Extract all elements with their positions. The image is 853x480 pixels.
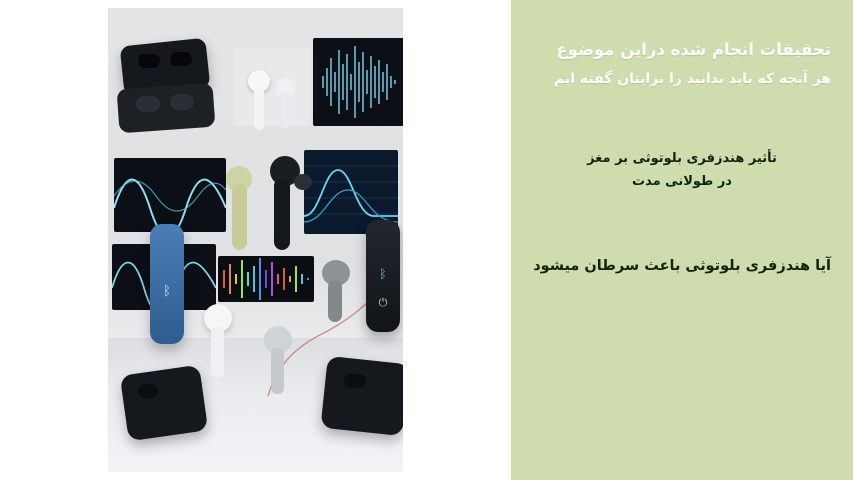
- topic-block: [533, 148, 831, 194]
- earbud-case-lid-slot-right: [170, 94, 194, 110]
- headline: تحقیقات انجام شده دراین موضوع: [556, 40, 831, 59]
- waveform-card-icon: [313, 38, 403, 126]
- earbud-case-slot-right: [170, 52, 192, 66]
- photo-card-light-top: [234, 48, 310, 126]
- text-panel: [511, 0, 853, 480]
- white-earbud-stem-1: [254, 86, 264, 130]
- earbud-case-bottom-left-slot: [138, 384, 158, 398]
- white-earbud-lower-stem: [211, 326, 224, 378]
- black-earbud-stem: [274, 178, 290, 250]
- blue-device-bluetooth-icon: ᛒ: [163, 284, 171, 299]
- topic-line-1: تأثیر هندزفری بلوتوثی بر مغز: [587, 150, 777, 166]
- olive-earbud-stem: [232, 184, 247, 250]
- grey-earbud-stem: [328, 280, 342, 322]
- white-earbud-stem-2: [281, 92, 290, 128]
- earbud-case-bottom-right-slot: [344, 374, 366, 388]
- subheadline: هر آنچه که باید بدانید را برایتان گفته ایم: [554, 70, 831, 87]
- earbuds-photo: [108, 8, 403, 472]
- earbud-case-lid: [117, 83, 216, 134]
- earbud-case-lid-slot-left: [136, 96, 160, 112]
- earbud-case-bottom-left: [120, 365, 208, 441]
- sine-wave-card-icon: [114, 158, 226, 232]
- black-earbud-tip: [294, 174, 312, 190]
- earbud-case-slot-left: [138, 54, 160, 68]
- black-device-power-icon: ⏻: [378, 296, 388, 309]
- silver-earbud-stem: [271, 348, 284, 394]
- topic-line-2: در طولانی مدت: [632, 173, 732, 189]
- question-text: آیا هندزفری بلوتوثی باعث سرطان میشود: [533, 258, 831, 275]
- earbud-case-bottom-right: [320, 356, 403, 436]
- black-device-bluetooth-icon: ᛒ: [379, 267, 387, 281]
